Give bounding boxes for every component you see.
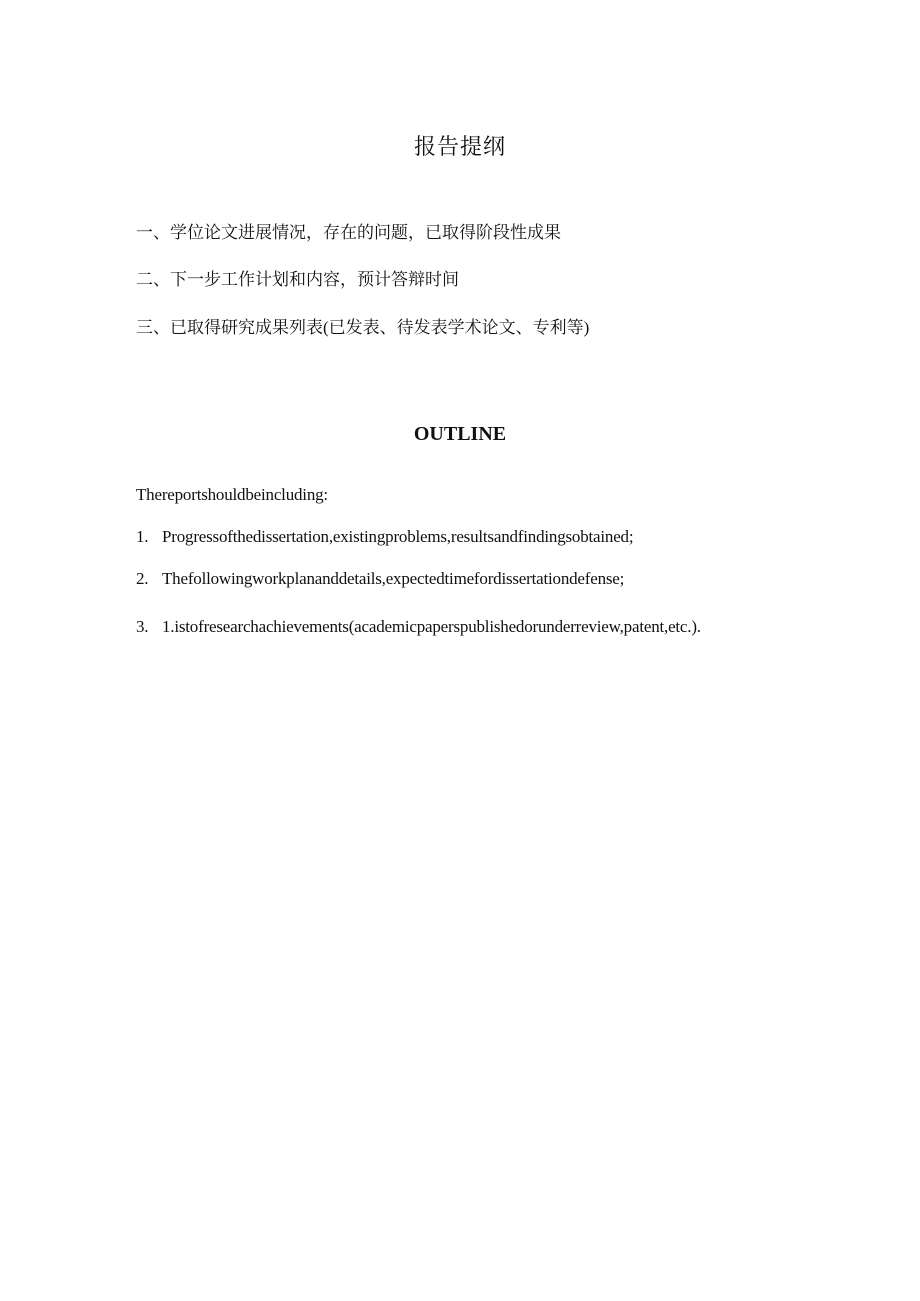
- chinese-title: 报告提纲: [413, 134, 506, 159]
- item-text: Thefollowingworkplananddetails,expectedtimefordissertationdefense;: [162, 569, 625, 588]
- item-number: 1.: [136, 527, 149, 546]
- english-title: OUTLINE: [413, 423, 507, 445]
- item-text: Progressofthedissertation,existingproblems,resultsandfindingsobtained;: [162, 527, 634, 546]
- english-outline-item-3: [136, 617, 701, 637]
- chinese-outline-item-2: 二、下一步工作计划和内容，预计答辩时间: [136, 270, 459, 289]
- item-text: 1.istofresearchachievements(academicpaperspublishedorunderreview,patent,etc.).: [162, 617, 701, 636]
- english-outline-item-2: [136, 569, 624, 589]
- chinese-outline-item-1: 一、学位论文进展情况，存在的问题，已取得阶段性成果: [136, 223, 561, 242]
- chinese-outline-item-3: 三、已取得研究成果列表(已发表、待发表学术论文、专利等): [136, 318, 590, 337]
- item-number: 3.: [136, 617, 149, 636]
- english-outline-item-1: [136, 527, 633, 547]
- item-number: 2.: [136, 569, 149, 588]
- english-intro: Thereportshouldbeincluding:: [136, 485, 328, 504]
